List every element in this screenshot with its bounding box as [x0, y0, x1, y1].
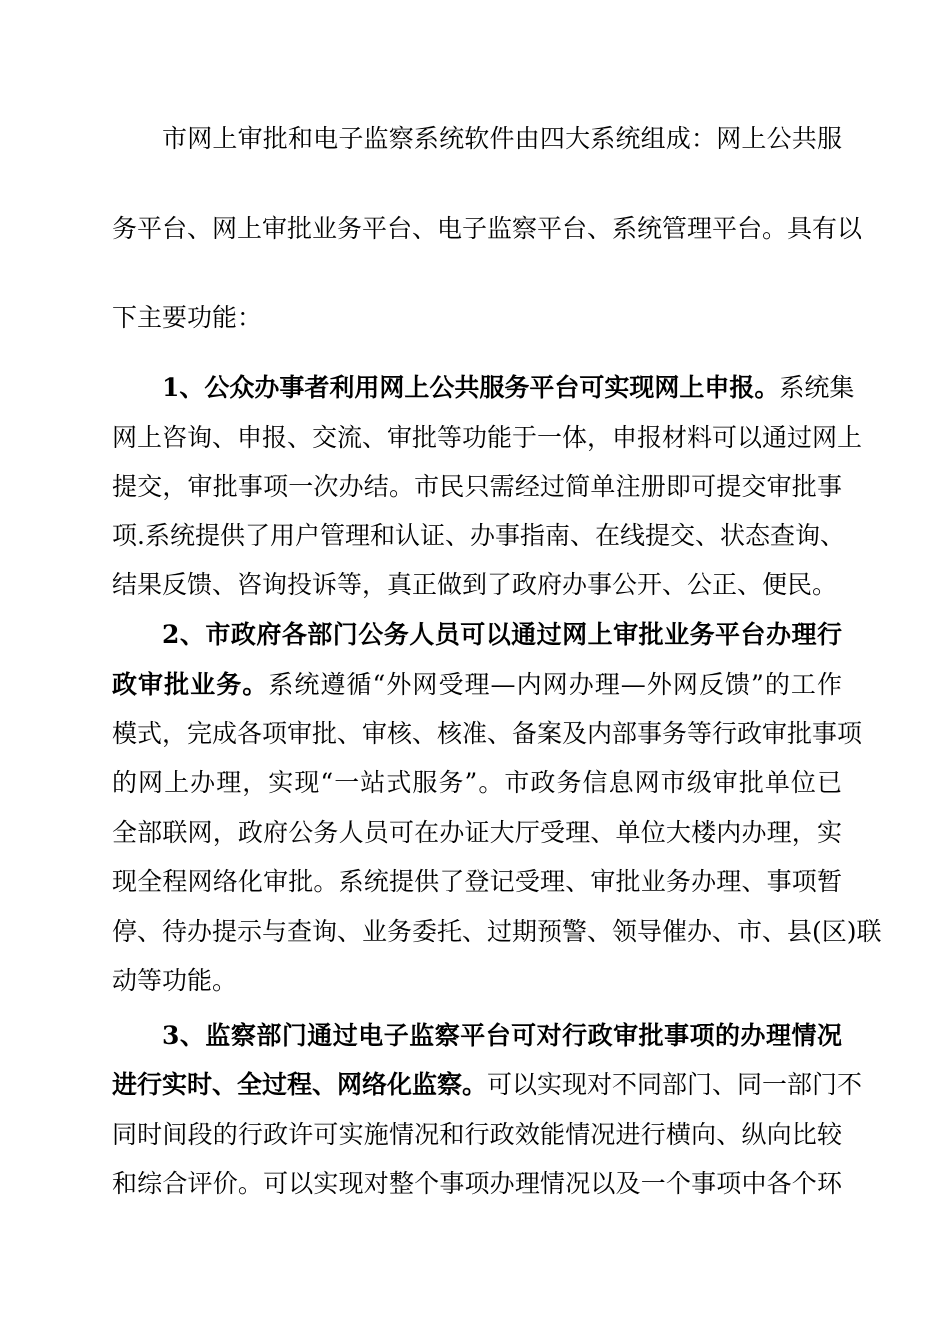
- item2-line-4: 的网上办理，实现“一站式服务”。市政务信息网市级审批单位已: [112, 768, 842, 797]
- item1-line-2: 网上咨询、申报、交流、审批等功能于一体，申报材料可以通过网上: [112, 423, 863, 452]
- item2-line-7: 停、待办提示与查询、业务委托、过期预警、领导催办、市、县(区)联: [112, 917, 882, 946]
- intro-line-1: 市网上审批和电子监察系统软件由四大系统组成：网上公共服: [162, 124, 842, 153]
- item2-line-8: 动等功能。: [112, 966, 238, 995]
- intro-line-3: 下主要功能：: [112, 303, 263, 332]
- item3-line-2: [112, 1065, 863, 1105]
- item2-heading-line-2: 政审批业务。: [112, 670, 269, 699]
- item1-line-1: [162, 368, 855, 408]
- item2-heading-line-1: 2、市政府各部门公务人员可以通过网上审批业务平台办理行: [162, 620, 842, 649]
- item2-line-2: [112, 665, 842, 705]
- item1-line-3: 提交，审批事项一次办结。市民只需经过简单注册即可提交审批事: [112, 472, 842, 501]
- item3-heading-line-1: 3、监察部门通过电子监察平台可对行政审批事项的办理情况: [162, 1021, 842, 1050]
- item3-heading-line-2: 进行实时、全过程、网络化监察。: [112, 1070, 488, 1099]
- item3-line-2-rest: 可以实现对不同部门、同一部门不: [487, 1070, 863, 1099]
- item1-line-5: 结果反馈、咨询投诉等，真正做到了政府办事公开、公正、便民。: [112, 570, 838, 599]
- item3-line-3: 同时间段的行政许可实施情况和行政效能情况进行横向、纵向比较: [112, 1120, 842, 1149]
- item3-line-4: 和综合评价。可以实现对整个事项办理情况以及一个事项中各个环: [112, 1169, 842, 1198]
- intro-line-2: 务平台、网上审批业务平台、电子监察平台、系统管理平台。具有以: [112, 214, 863, 243]
- item2-line-5: 全部联网，政府公务人员可在办证大厅受理、单位大楼内办理，实: [112, 818, 842, 847]
- item2-line-3: 模式，完成各项审批、审核、核准、备案及内部事务等行政审批事项: [112, 719, 863, 748]
- item1-heading: 1、公众办事者利用网上公共服务平台可实现网上申报。: [162, 373, 780, 402]
- item2-line-6: 现全程网络化审批。系统提供了登记受理、审批业务办理、事项暂: [112, 867, 842, 896]
- item2-line-2-rest: 系统遵循“外网受理—内网办理—外网反馈”的工作: [268, 670, 842, 699]
- item1-line-1-rest: 系统集: [779, 373, 855, 402]
- item1-line-4: 项.系统提供了用户管理和认证、办事指南、在线提交、状态查询、: [112, 521, 845, 550]
